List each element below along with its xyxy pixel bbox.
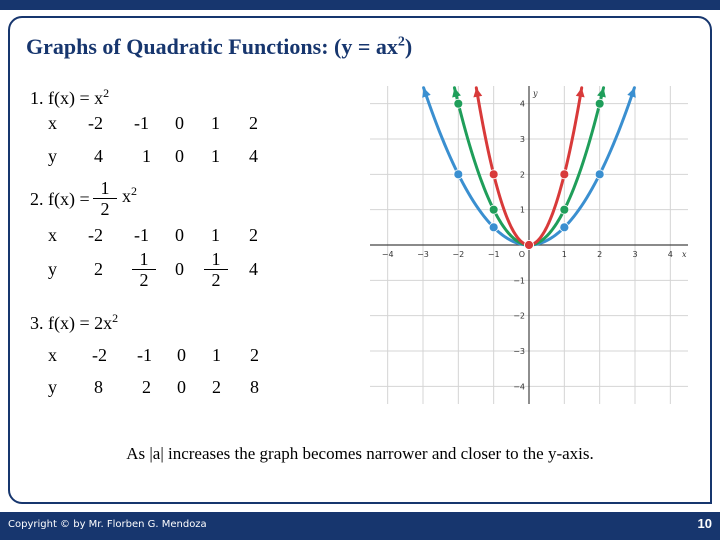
table2-y-cell: 2 — [94, 259, 103, 279]
table3-x-cell: 2 — [250, 345, 259, 365]
table3-y-label: y — [48, 377, 57, 397]
copyright-text: Copyright © by Mr. Florben G. Mendoza — [8, 519, 207, 530]
slide-title: Graphs of Quadratic Functions: $(y = ax^2)$ — [26, 34, 413, 59]
table3-x-cell: 1 — [212, 345, 221, 365]
table3-x-cell: -1 — [137, 345, 152, 365]
table1-x-cell: -2 — [88, 113, 103, 133]
data-point — [489, 205, 498, 214]
x-axis-label: x — [682, 250, 687, 259]
table2-y-fraction: $\frac{1}{2}$ — [132, 250, 156, 289]
data-point — [454, 170, 463, 179]
table2-y-cell: 4 — [249, 259, 258, 279]
page-number: 10 — [697, 516, 712, 531]
data-point — [595, 99, 604, 108]
data-point — [560, 205, 569, 214]
y-tick-label: 2 — [519, 170, 525, 180]
data-point — [454, 99, 463, 108]
table3-y-cell: 2 — [212, 377, 221, 397]
data-point — [560, 170, 569, 179]
table3-x-cell: 0 — [177, 345, 186, 365]
top-bar — [0, 0, 720, 10]
origin-label: O — [518, 250, 525, 259]
table1-y-label: y — [48, 146, 57, 166]
table1-x-cell: 2 — [249, 113, 258, 133]
x-tick-label: 3 — [632, 250, 638, 259]
table2-x-cell: 1 — [211, 225, 220, 245]
table3-heading: 3. $f(x) = 2x^2$ — [30, 311, 119, 333]
slide-caption: As |a| increases the graph becomes narrower and closer to the y-axis. — [126, 444, 594, 463]
table2-heading-suffix: $x^2$ — [122, 184, 137, 206]
x-tick-label: −3 — [417, 250, 429, 259]
table2-x-cell: 2 — [249, 225, 258, 245]
table1-heading: 1. $f(x) = x^2$ — [30, 86, 110, 108]
data-point — [595, 170, 604, 179]
y-tick-label: 4 — [519, 99, 525, 109]
table3-y-cell: 8 — [94, 377, 103, 397]
x-tick-label: 2 — [597, 250, 603, 259]
x-tick-label: −1 — [487, 250, 500, 259]
table3-x-cell: -2 — [92, 345, 107, 365]
table2-x-label: x — [48, 225, 57, 245]
table1-y-cell: 1 — [142, 146, 151, 166]
y-tick-label: −4 — [513, 382, 525, 392]
table2-x-cell: -1 — [134, 225, 149, 245]
table2-x-cell: 0 — [175, 225, 184, 245]
table3-y-cell: 2 — [142, 377, 151, 397]
table2-coefficient: $\frac{1}{2}$ — [93, 179, 117, 218]
table1-y-cell: 4 — [94, 146, 103, 166]
table1-x-cell: 0 — [175, 113, 184, 133]
table1-y-cell: 1 — [211, 146, 220, 166]
data-point — [525, 241, 534, 250]
y-tick-label: 1 — [519, 205, 525, 215]
data-point — [560, 223, 569, 232]
table3-x-label: x — [48, 345, 57, 365]
y-tick-label: 3 — [519, 135, 525, 144]
x-tick-label: 4 — [667, 250, 673, 259]
x-tick-label: −2 — [452, 250, 465, 259]
x-tick-label: 1 — [561, 250, 567, 259]
y-tick-label: −3 — [513, 347, 525, 356]
table2-x-cell: -2 — [88, 225, 103, 245]
table3-y-cell: 8 — [250, 377, 259, 397]
parabola-graph — [370, 86, 688, 404]
table2-heading-prefix: 2. f(x) = — [30, 189, 90, 209]
table1-x-cell: -1 — [134, 113, 149, 133]
table2-y-label: y — [48, 259, 57, 279]
table1-x-label: x — [48, 113, 57, 133]
y-axis-label: y — [533, 89, 538, 98]
data-point — [489, 170, 498, 179]
x-tick-label: −4 — [381, 250, 394, 259]
table3-y-cell: 0 — [177, 377, 186, 397]
table2-y-fraction: $\frac{1}{2}$ — [204, 250, 228, 289]
table1-x-cell: 1 — [211, 113, 220, 133]
table2-y-cell: 0 — [175, 259, 184, 279]
data-point — [489, 223, 498, 232]
y-tick-label: −2 — [513, 311, 525, 321]
table1-y-cell: 0 — [175, 146, 184, 166]
table1-y-cell: 4 — [249, 146, 258, 166]
y-tick-label: −1 — [513, 276, 525, 286]
